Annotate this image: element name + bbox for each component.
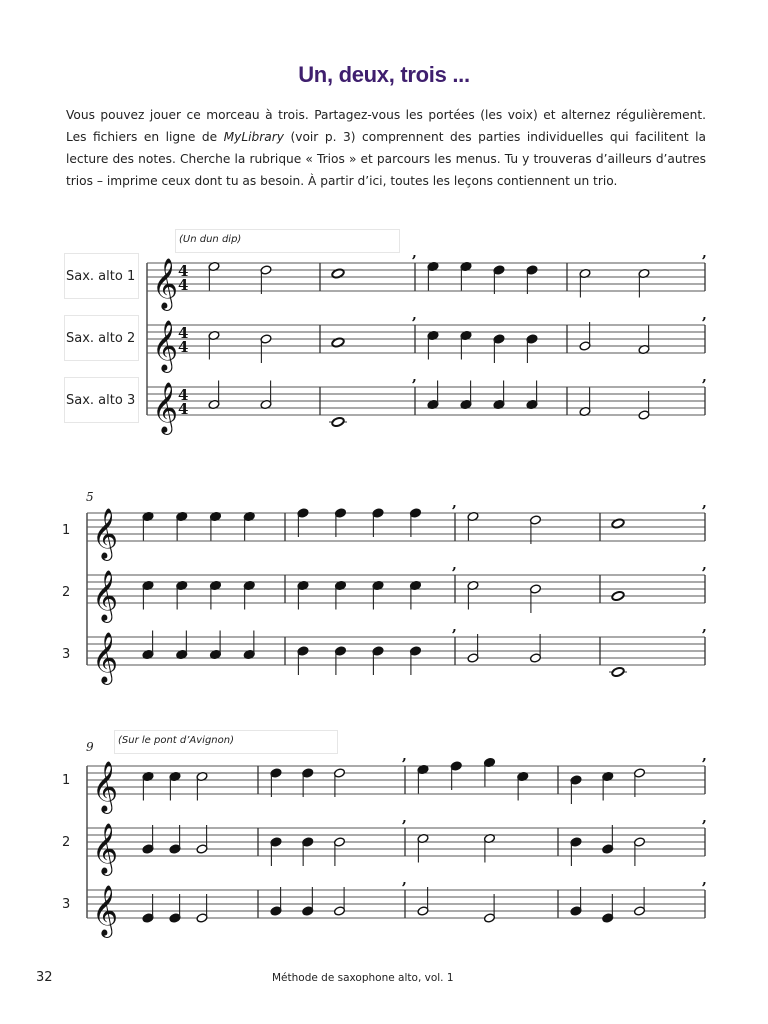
breath-mark-icon: , xyxy=(452,619,457,635)
breath-mark-icon: , xyxy=(452,557,457,573)
staff-label-3: 3 xyxy=(62,647,71,662)
label-text: Sax. alto 2 xyxy=(66,330,136,346)
time-signature-top: 4 xyxy=(178,386,189,404)
intro-text-1: Vous pouvez jouer ce morceau à trois. Partagez-vous les portées (les voix) et alternez régulièrement. Les fichiers en ligne de xyxy=(66,108,706,144)
breath-mark-icon: , xyxy=(702,748,707,764)
breath-mark-icon: , xyxy=(702,872,707,888)
breath-mark-icon: , xyxy=(702,619,707,635)
treble-clef-icon: 𝄞 xyxy=(92,823,119,874)
treble-clef-icon: 𝄞 xyxy=(152,258,179,309)
time-signature-bottom: 4 xyxy=(178,400,189,418)
intro-text-2: (voir p. 3) comprennent des parties individuelles qui facilitent la lecture des notes. Cherche la rubrique « Trios » et parcours les menus. Tu y trouveras d’ailleurs d’autres trios – imprime ceux dont tu as besoin. À partir d’ici, toutes les leçons contiennent un trio. xyxy=(66,130,706,188)
time-signature-bottom: 4 xyxy=(178,276,189,294)
page-title: Un, deux, trois ... xyxy=(298,62,470,87)
breath-mark-icon: , xyxy=(402,872,407,888)
breath-mark-icon: , xyxy=(452,495,457,511)
staff-label-1: 1 xyxy=(62,523,71,538)
label-text: Sax. alto 1 xyxy=(66,268,136,284)
treble-clef-icon: 𝄞 xyxy=(92,632,119,683)
treble-clef-icon: 𝄞 xyxy=(152,382,179,433)
treble-clef-icon: 𝄞 xyxy=(152,320,179,371)
staff-label-2: 2 xyxy=(62,585,71,600)
breath-mark-icon: , xyxy=(402,748,407,764)
breath-mark-icon: , xyxy=(702,557,707,573)
subtitle-text: (Sur le pont d’Avignon) xyxy=(118,735,234,746)
staff-label-1: 1 xyxy=(62,773,71,788)
measure-number-9: 9 xyxy=(86,740,94,754)
breath-mark-icon: , xyxy=(702,307,707,323)
whole-note xyxy=(611,591,625,602)
treble-clef-icon: 𝄞 xyxy=(92,885,119,936)
measure-number-5: 5 xyxy=(86,490,94,504)
label-text: Sax. alto 3 xyxy=(66,392,136,408)
staff-label-3: 3 xyxy=(62,897,71,912)
treble-clef-icon: 𝄞 xyxy=(92,570,119,621)
breath-mark-icon: , xyxy=(702,810,707,826)
time-signature-top: 4 xyxy=(178,324,189,342)
treble-clef-icon: 𝄞 xyxy=(92,508,119,559)
whole-note xyxy=(331,417,345,428)
breath-mark-icon: , xyxy=(702,245,707,261)
subtitle-text: (Un dun dip) xyxy=(179,234,242,245)
breath-mark-icon: , xyxy=(412,245,417,261)
breath-mark-icon: , xyxy=(702,495,707,511)
intro-italic-mylibrary: MyLibrary xyxy=(223,130,284,144)
whole-note xyxy=(611,667,625,678)
staff-label-2: 2 xyxy=(62,835,71,850)
time-signature-top: 4 xyxy=(178,262,189,280)
page-number: 32 xyxy=(36,970,53,985)
breath-mark-icon: , xyxy=(402,810,407,826)
breath-mark-icon: , xyxy=(412,307,417,323)
breath-mark-icon: , xyxy=(702,369,707,385)
treble-clef-icon: 𝄞 xyxy=(92,761,119,812)
time-signature-bottom: 4 xyxy=(178,338,189,356)
book-title: Méthode de saxophone alto, vol. 1 xyxy=(272,972,454,984)
breath-mark-icon: , xyxy=(412,369,417,385)
